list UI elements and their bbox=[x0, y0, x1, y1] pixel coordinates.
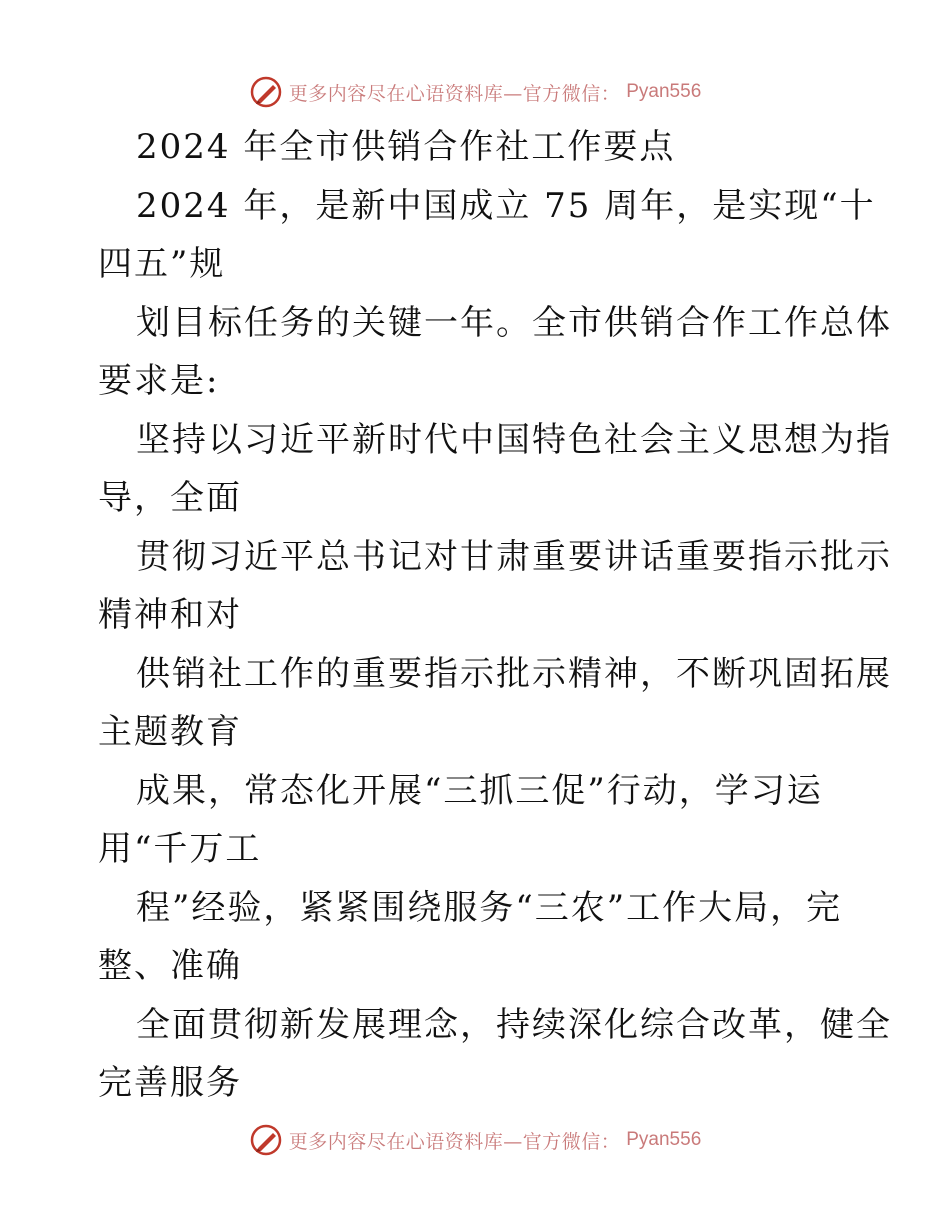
document-title: 2024 年全市供销合作社工作要点 bbox=[136, 127, 676, 167]
header-watermark bbox=[0, 72, 950, 112]
watermark-handle: Pyan556 bbox=[626, 81, 702, 102]
pen-circle-logo-icon bbox=[249, 75, 283, 109]
paragraph-line: 要求是: bbox=[98, 361, 220, 401]
document-body bbox=[98, 118, 892, 1113]
paragraph-line: 供销社工作的重要指示批示精神，不断巩固拓展 bbox=[136, 653, 892, 694]
paragraph-line: 2024 年，是新中国成立 75 周年，是实现“十 bbox=[136, 185, 876, 226]
paragraph-line: 程”经验，紧紧围绕服务“三农”工作大局，完 bbox=[136, 887, 843, 928]
footer-watermark bbox=[0, 1120, 950, 1160]
paragraph-line: 主题教育 bbox=[98, 712, 242, 752]
paragraph-line: 整、准确 bbox=[98, 946, 242, 986]
watermark-handle: Pyan556 bbox=[626, 1129, 702, 1150]
paragraph-line: 坚持以习近平新时代中国特色社会主义思想为指 bbox=[136, 419, 892, 460]
paragraph-line: 四五”规 bbox=[98, 244, 226, 284]
paragraph-line: 精神和对 bbox=[98, 595, 242, 635]
paragraph-line: 贯彻习近平总书记对甘肃重要讲话重要指示批示 bbox=[136, 536, 892, 577]
watermark-text: 更多内容尽在心语资料库—官方微信： bbox=[288, 1130, 621, 1153]
watermark-text: 更多内容尽在心语资料库—官方微信： bbox=[288, 82, 621, 105]
pen-circle-logo-icon bbox=[249, 1123, 283, 1157]
paragraph-line: 成果，常态化开展“三抓三促”行动，学习运 bbox=[136, 770, 823, 811]
paragraph-line: 导，全面 bbox=[98, 478, 242, 518]
paragraph-line: 划目标任务的关键一年。全市供销合作工作总体 bbox=[136, 302, 892, 343]
paragraph-line: 用“千万工 bbox=[98, 829, 262, 869]
paragraph-line: 完善服务 bbox=[98, 1063, 242, 1103]
paragraph-line: 全面贯彻新发展理念，持续深化综合改革，健全 bbox=[136, 1004, 892, 1045]
